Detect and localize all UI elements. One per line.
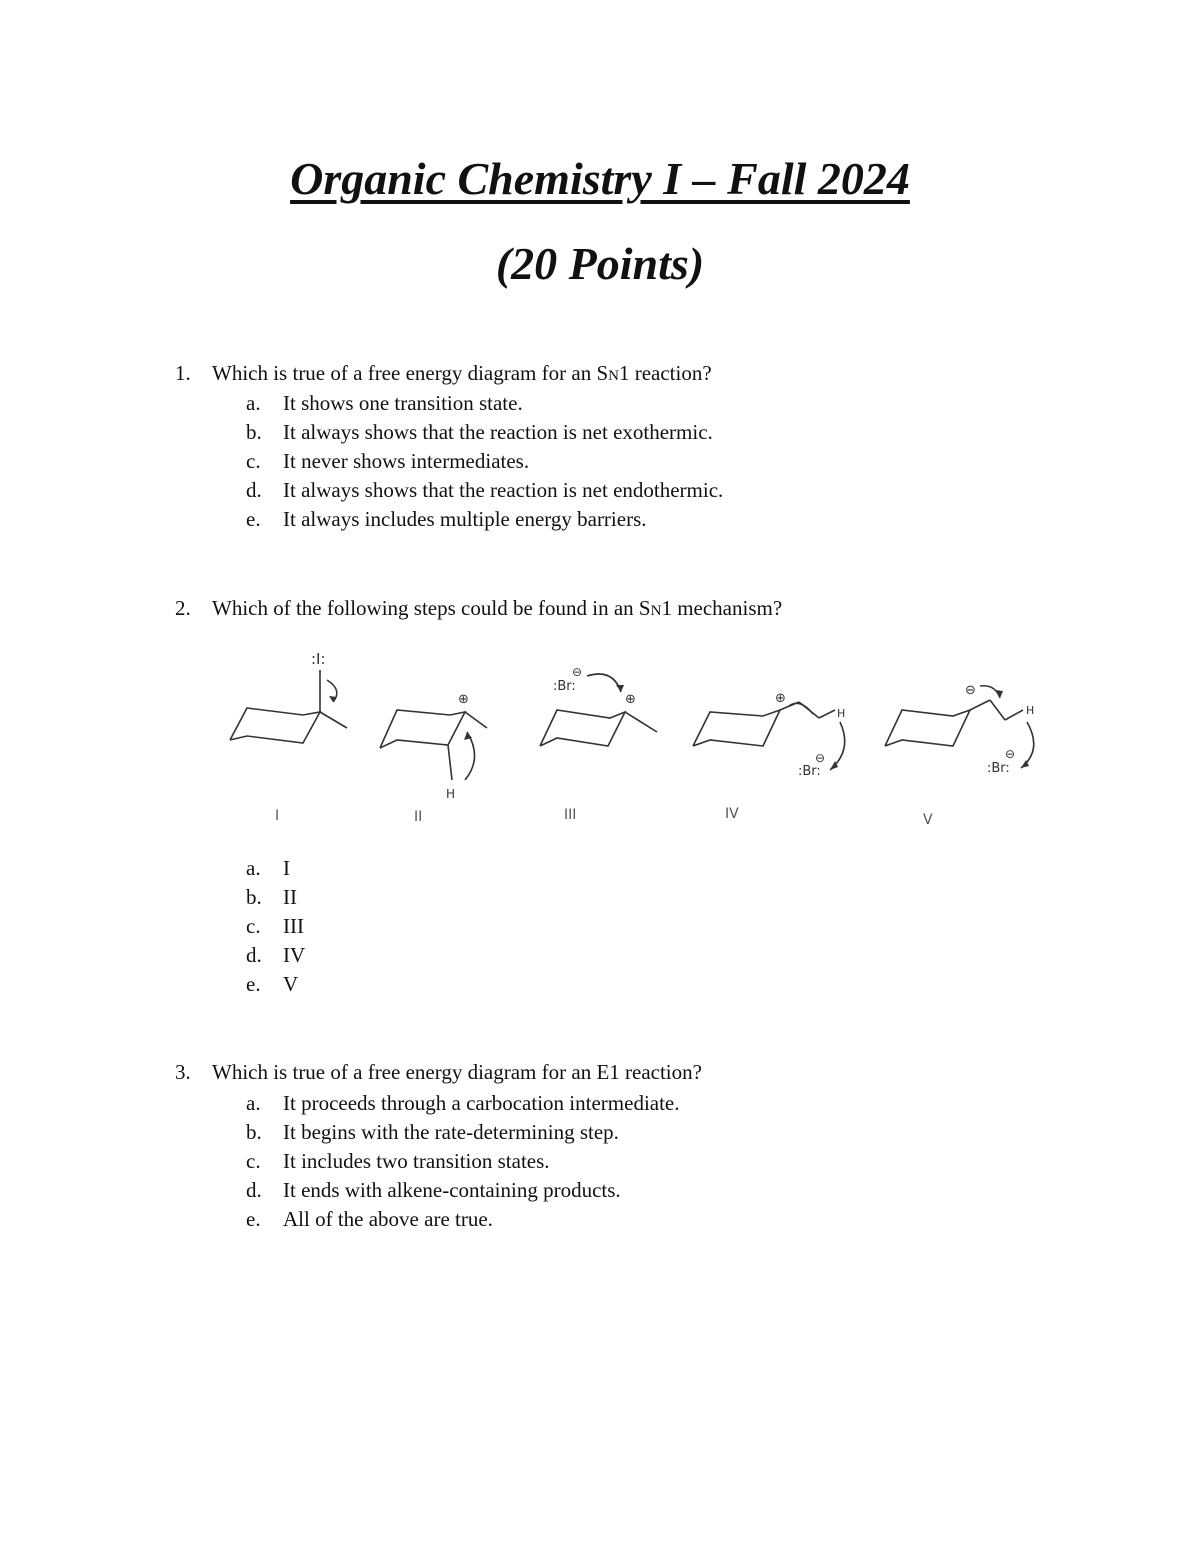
bromide-label-V: :Br: <box>987 761 1010 776</box>
question-1: 1. Which is true of a free energy diagram for an SN1 reaction? <box>175 361 712 385</box>
mechanism-steps-figure <box>215 640 1055 845</box>
question-2-options <box>246 854 305 999</box>
question-3: 3. Which is true of a free energy diagram for an E1 reaction? <box>175 1060 702 1084</box>
plus-charge-III: ⊕ <box>625 692 636 707</box>
figure-label-IV: IV <box>725 806 739 822</box>
question-3-options <box>246 1089 680 1234</box>
q3-option-d: d. It ends with alkene-containing products. <box>246 1178 621 1202</box>
iodine-label: :I: <box>311 650 326 668</box>
bromide-label-III: :Br: <box>553 679 576 694</box>
hydrogen-label-IV: H <box>837 707 846 720</box>
q3-option-c: c. It includes two transition states. <box>246 1149 550 1173</box>
figure-label-I: I <box>275 808 280 824</box>
figure-label-II: II <box>414 809 423 825</box>
structure-II <box>380 692 487 801</box>
q1-option-c: c. It never shows intermediates. <box>246 449 530 473</box>
hydrogen-label-V: H <box>1026 704 1035 717</box>
minus-charge-IV: ⊖ <box>815 751 826 765</box>
q3-option-e: e. All of the above are true. <box>246 1207 493 1231</box>
q3-option-b: b. It begins with the rate-determining step. <box>246 1120 619 1144</box>
q2-option-c: c. III <box>246 914 304 938</box>
points-subtitle: (20 Points) <box>495 238 705 289</box>
q2-option-b: b. II <box>246 885 297 909</box>
q3-option-a: a. It proceeds through a carbocation intermediate. <box>246 1091 680 1115</box>
structure-I <box>230 650 347 743</box>
page-title: Organic Chemistry I – Fall 2024 <box>290 153 910 204</box>
structure-III <box>540 665 657 746</box>
q1-option-e: e. It always includes multiple energy barriers. <box>246 507 647 531</box>
q1-option-a: a. It shows one transition state. <box>246 391 523 415</box>
plus-charge-II: ⊕ <box>458 692 469 707</box>
minus-charge-V-br: ⊖ <box>1005 747 1016 761</box>
q2-option-d: d. IV <box>246 943 306 967</box>
question-2: 2. Which of the following steps could be found in an SN1 mechanism? <box>175 596 783 620</box>
figure-label-V: V <box>923 812 933 828</box>
figure-label-III: III <box>564 807 577 823</box>
structure-IV <box>693 691 845 779</box>
hydrogen-label-II: H <box>446 787 456 801</box>
minus-charge-V: ⊖ <box>965 683 976 698</box>
plus-charge-IV: ⊕ <box>775 691 786 706</box>
structure-V <box>885 683 1034 776</box>
q2-option-e: e. V <box>246 972 299 996</box>
q2-option-a: a. I <box>246 856 290 880</box>
bromide-label-IV: :Br: <box>798 764 821 779</box>
q1-option-d: d. It always shows that the reaction is net endothermic. <box>246 478 724 502</box>
q1-option-b: b. It always shows that the reaction is net exothermic. <box>246 420 713 444</box>
minus-charge-III: ⊖ <box>572 665 583 679</box>
question-1-options <box>246 389 723 534</box>
